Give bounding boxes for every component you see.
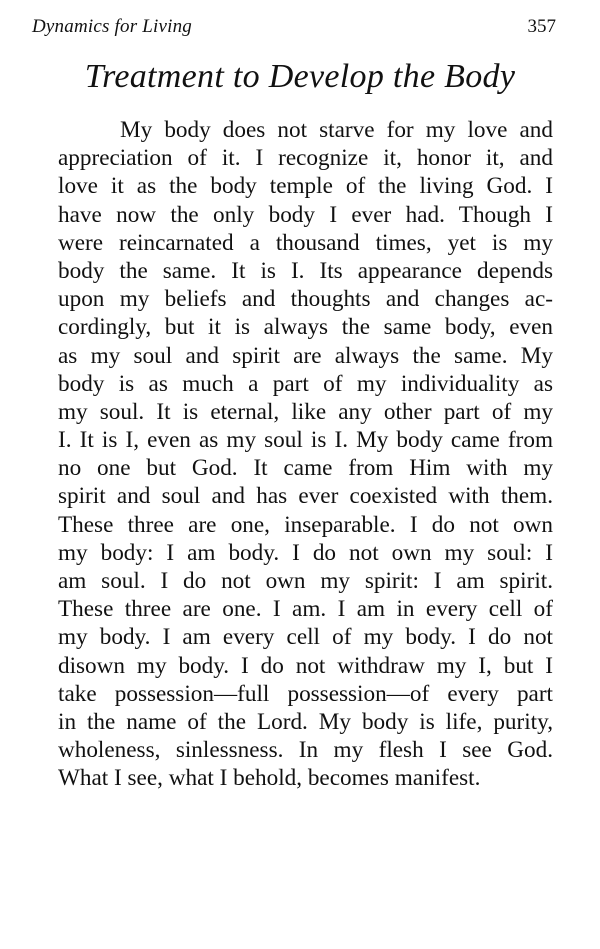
- body-paragraph: [58, 116, 553, 793]
- text-line: These three are one. I am. I am in every cell of: [58, 596, 553, 623]
- text-line: my soul. It is eternal, like any other part of my: [58, 398, 553, 425]
- running-head: Dynamics for Living: [32, 16, 193, 37]
- text-line: no one but God. It came from Him with my: [58, 455, 553, 482]
- chapter-title: Treatment to Develop the Body: [84, 58, 516, 95]
- text-line: disown my body. I do not withdraw my I, but I: [58, 652, 553, 679]
- text-line: body the same. It is I. Its appearance depends: [58, 257, 553, 284]
- page-number: 357: [527, 16, 556, 37]
- text-line: upon my beliefs and thoughts and changes ac-: [58, 286, 553, 313]
- text-line: appreciation of it. I recognize it, honor it, and: [58, 145, 553, 172]
- text-line: as my soul and spirit are always the same. My: [58, 342, 553, 369]
- text-line: cordingly, but it is always the same body, even: [58, 314, 553, 341]
- text-line: My body does not starve for my love and: [120, 117, 553, 143]
- text-line: in the name of the Lord. My body is life, purity,: [58, 708, 553, 735]
- text-line: were reincarnated a thousand times, yet is my: [58, 229, 553, 256]
- text-line: These three are one, inseparable. I do not own: [58, 511, 553, 538]
- text-line: spirit and soul and has ever coexisted with them.: [58, 483, 553, 510]
- text-line: my body: I am body. I do not own my soul: I: [58, 539, 553, 566]
- text-line: I. It is I, even as my soul is I. My body came from: [58, 427, 553, 454]
- text-line: am soul. I do not own my spirit: I am spirit.: [58, 568, 553, 594]
- text-line: have now the only body I ever had. Though I: [58, 201, 553, 228]
- text-line: body is as much a part of my individuality as: [58, 370, 553, 397]
- text-line: take possession—full possession—of every part: [58, 680, 553, 707]
- text-line: my body. I am every cell of my body. I do not: [58, 624, 553, 651]
- text-line: love it as the body temple of the living God. I: [58, 173, 553, 200]
- text-line: What I see, what I behold, becomes manifest.: [58, 765, 481, 792]
- text-line: wholeness, sinlessness. In my flesh I see God.: [58, 737, 553, 764]
